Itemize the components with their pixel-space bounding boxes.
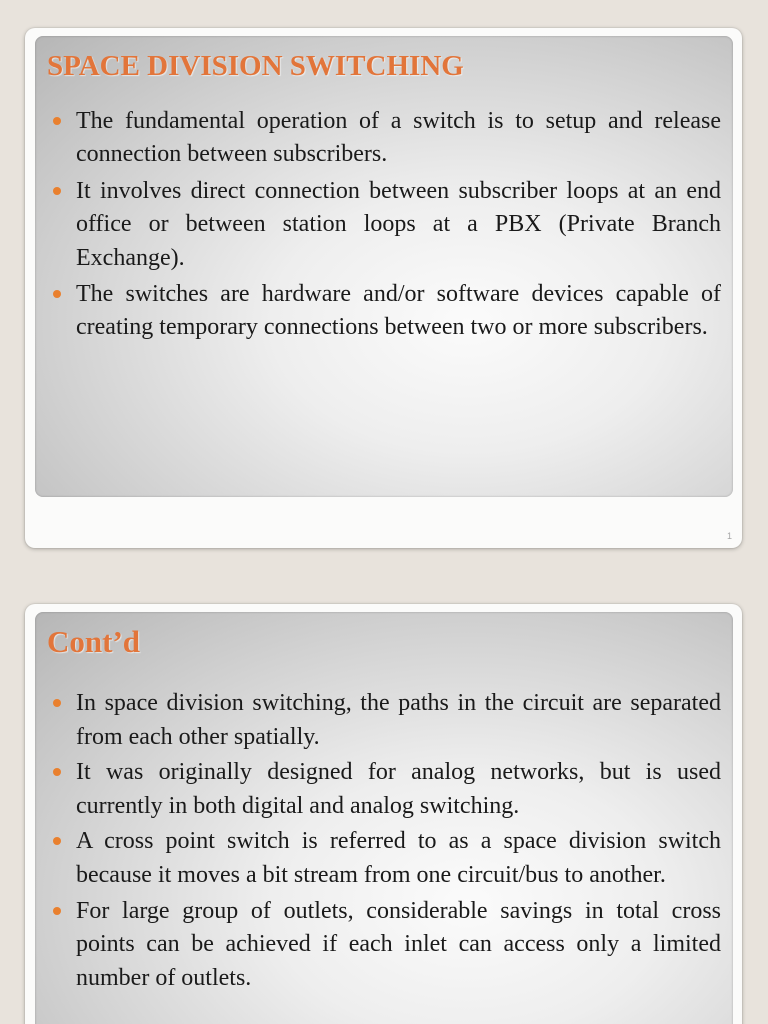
slide-2-content-panel	[35, 612, 733, 1024]
bullet-text: It involves direct connection between subscriber loops at an end office or between station loops at a PBX (Private Branch Exchange).	[76, 177, 721, 271]
bullet-text: It was originally designed for analog networks, but is used currently in both digital and analog switching.	[76, 759, 721, 819]
slide-2-bullet-2	[35, 756, 733, 823]
slide-1-bullet-list	[35, 105, 733, 348]
slide-2-bullet-list	[35, 687, 733, 997]
bullet-text: A cross point switch is referred to as a space division switch because it moves a bit stream from one circuit/bus to another.	[76, 828, 721, 888]
bullet-dot-icon	[53, 187, 61, 195]
bullet-dot-icon	[53, 907, 61, 915]
bullet-text: The switches are hardware and/or software devices capable of creating temporary connections between two or more subscribers.	[76, 281, 721, 341]
slide-1-bullet-1	[35, 105, 733, 172]
slide-1-title: SPACE DIVISION SWITCHING	[47, 50, 464, 82]
slide-2-bullet-1	[35, 687, 733, 754]
slide-2-bullet-4	[35, 895, 733, 996]
bullet-dot-icon	[53, 117, 61, 125]
bullet-text: The fundamental operation of a switch is to setup and release connection between subscribers.	[76, 108, 721, 168]
slide-1-bullet-2	[35, 175, 733, 275]
slide-1-content-panel	[35, 36, 733, 497]
slide-2-title: Cont’d	[47, 624, 141, 659]
slide-1	[25, 28, 742, 548]
bullet-text: For large group of outlets, considerable savings in total cross points can be achieved if each inlet can access only a limited number of outlets.	[76, 897, 721, 991]
bullet-dot-icon	[53, 699, 61, 707]
bullet-text: In space division switching, the paths in the circuit are separated from each other spatially.	[76, 690, 721, 750]
bullet-dot-icon	[53, 837, 61, 845]
bullet-dot-icon	[53, 768, 61, 776]
slide-1-bullet-3	[35, 278, 733, 345]
slide-number: 1	[726, 531, 732, 541]
slide-2-bullet-3	[35, 825, 733, 892]
slide-2	[25, 604, 742, 1024]
bullet-dot-icon	[53, 290, 61, 298]
